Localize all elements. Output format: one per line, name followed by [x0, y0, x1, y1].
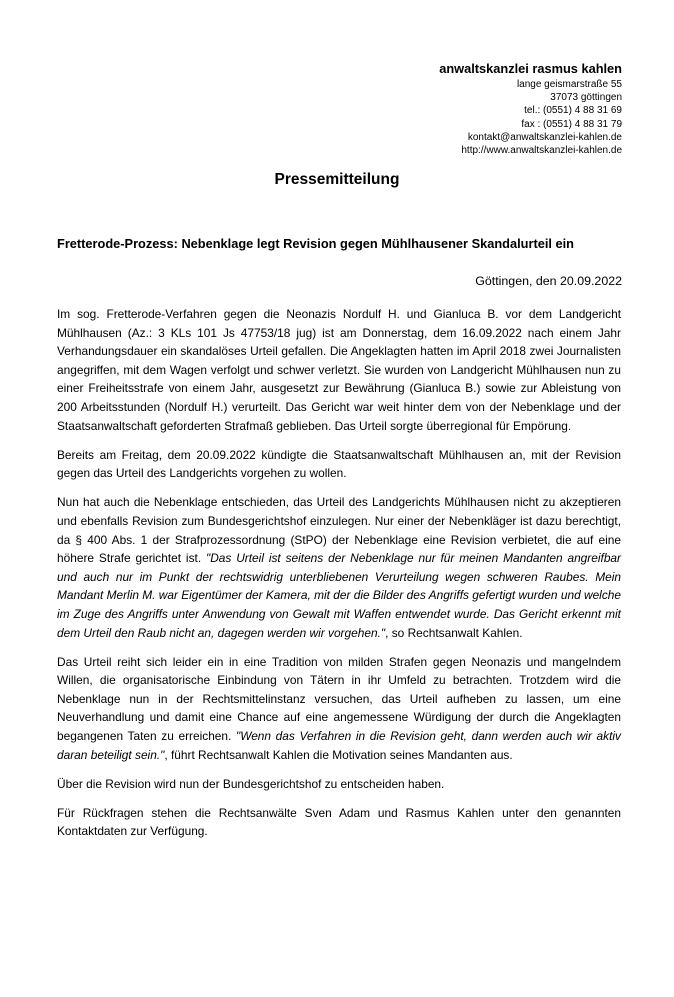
paragraph-4-tail: , führt Rechtsanwalt Kahlen die Motivation seines Mandanten aus. — [164, 747, 513, 762]
letterhead — [439, 60, 622, 157]
phone-number: tel.: (0551) 4 88 31 69 — [524, 105, 622, 117]
firm-name: anwaltskanzlei rasmus kahlen — [439, 61, 622, 76]
document-title: Pressemitteilung — [274, 171, 400, 188]
paragraph-3-text: Nun hat auch die Nebenklage entschieden, das Urteil des Landgerichts Mühlhausen nicht zu akzeptieren und ebenfalls Revision zum Bundesgerichtshof einzulegen. Nur einer der Nebenkläger ist dazu berechtigt, da § 400 Abs. 1 der Strafprozessordnung (StPO) der Nebenklage eine Revision verbietet, die auf eine höhere Strafe gerichtet ist. — [57, 495, 621, 566]
paragraph-5: Über die Revision wird nun der Bundesgerichtshof zu entscheiden haben. — [57, 776, 445, 791]
city-address: 37073 göttingen — [550, 92, 622, 104]
paragraph-4-text: Das Urteil reiht sich leider ein in eine Tradition von milden Strafen gegen Neonazis und mangelndem Willen, die organisatorische Einbindung von Tätern in ihr Umfeld zu betrachten. Trotzdem wird die Nebenklage nun in der Rechtsmittelinstanz versuchen, das Urteil aufheben zu lassen, um eine Neuverhandlung und damit eine Chance auf eine angemessene Würdigung der durch die Angeklagten begangenen Taten zu erreichen. — [57, 654, 621, 743]
email-address: kontakt@anwaltskanzlei-kahlen.de — [467, 131, 622, 143]
paragraph-2: Bereits am Freitag, dem 20.09.2022 kündigte die Staatsanwaltschaft Mühlhausen an, mit der Revision gegen das Urteil des Landgerichts vorgehen zu wollen. — [57, 447, 621, 481]
paragraph-4-quote: "Wenn das Verfahren in die Revision geht, dann werden auch wir aktiv daran beteiligt sein." — [57, 728, 621, 762]
paragraph-3-tail: , so Rechtsanwalt Kahlen. — [385, 625, 523, 640]
paragraph-3-quote: "Das Urteil ist seitens der Nebenklage nur für meinen Mandanten angreifbar und auch nur im Punkt der rechtswidrig unterbliebenen Verurteilung wegen schweren Raubes. Mein Mandant Merlin M. war Eigentümer der Kamera, mit der die Bilder des Angriffs gefertigt wurden und welche im Zuge des Angriffs unter Anwendung von Gewalt mit Waffen entwendet wurde. Das Gericht erkennt mit dem Urteil den Raub nicht an, dagegen werden wir vorgehen." — [57, 551, 621, 640]
street-address: lange geismarstraße 55 — [516, 79, 622, 90]
paragraph-3 — [57, 493, 621, 642]
body-text — [57, 305, 621, 851]
press-release-headline: Fretterode-Prozess: Nebenklage legt Revision gegen Mühlhausener Skandalurteil ein — [57, 236, 574, 251]
website-url: http://www.anwaltskanzlei-kahlen.de — [461, 145, 622, 157]
paragraph-1: Im sog. Fretterode-Verfahren gegen die Neonazis Nordulf H. und Gianluca B. vor dem Landgericht Mühlhausen (Az.: 3 KLs 101 Js 47753/18 jug) ist am Donnerstag, dem 16.09.2022 nach einem Jahr Verhandungsdauer ein skandalöses Urteil gefallen. Die Angeklagten hatten im April 2018 zwei Journalisten angegriffen, mit dem Wagen verfolgt und schwer verletzt. Sie wurden von Landgericht Mühlhausen nun zu einer Freiheitsstrafe von einem Jahr, ausgesetzt zur Bewährung (Gianluca B.) sowie zur Ableistung von 200 Arbeitsstunden (Nordulf H.) verurteilt. Das Gericht war weit hinter dem von der Nebenklage und der Staatsanwaltschaft geforderten Strafmaß geblieben. Das Urteil sorgte überregional für Empörung. — [57, 307, 621, 433]
paragraph-4 — [57, 653, 621, 765]
fax-number: fax : (0551) 4 88 31 79 — [521, 118, 622, 130]
dateline: Göttingen, den 20.09.2022 — [475, 274, 622, 288]
paragraph-6: Für Rückfragen stehen die Rechtsanwälte Sven Adam und Rasmus Kahlen unter den genannten Kontaktdaten zur Verfügung. — [57, 805, 621, 839]
